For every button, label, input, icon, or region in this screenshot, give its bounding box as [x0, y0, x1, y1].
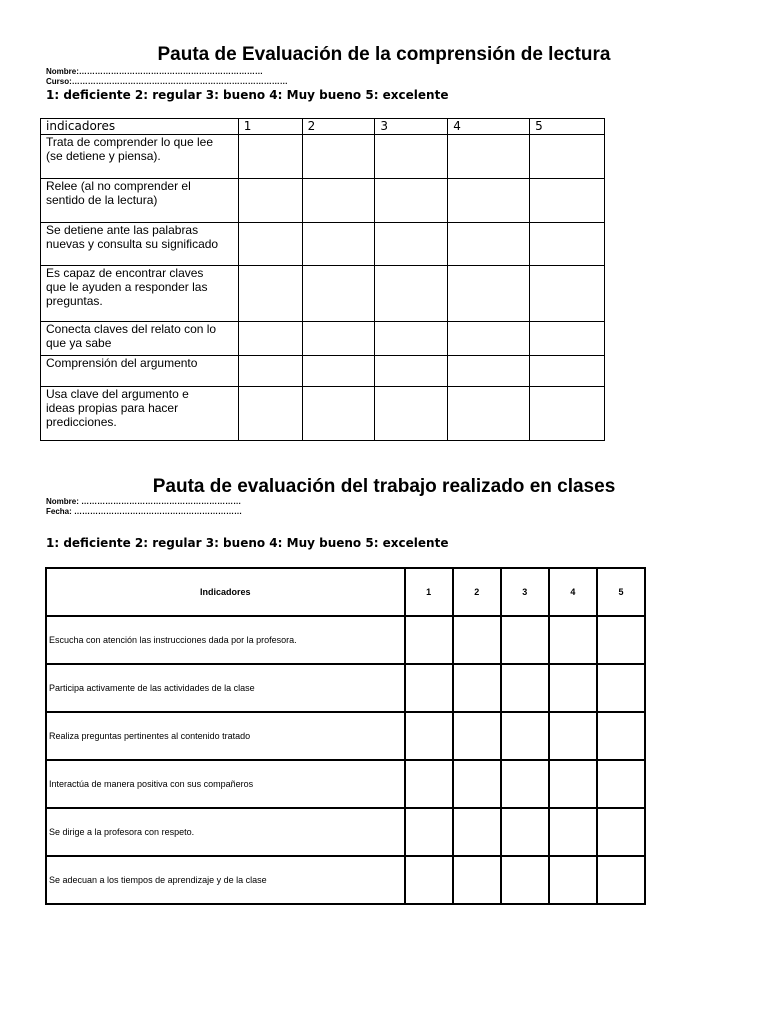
score-cell-2[interactable]	[453, 616, 501, 664]
score-cell-3[interactable]	[501, 712, 549, 760]
table-row	[41, 179, 605, 223]
score-cell-3[interactable]	[501, 616, 549, 664]
indicator-text-line: ideas propias para hacer	[46, 401, 179, 415]
score-cell-4[interactable]	[549, 712, 597, 760]
score-cell-5[interactable]	[597, 616, 645, 664]
score-cell-3[interactable]	[375, 223, 448, 266]
indicator-text-line: Se detiene ante las palabras	[46, 223, 199, 237]
indicator-cell	[41, 356, 239, 387]
indicator-cell	[41, 387, 239, 441]
indicator-text-line: predicciones.	[46, 415, 117, 429]
score-cell-5[interactable]	[530, 223, 605, 266]
score-cell-4[interactable]	[549, 808, 597, 856]
table-row	[41, 266, 605, 322]
score-cell-5[interactable]	[597, 856, 645, 904]
indicator-text-line: Relee (al no comprender el	[46, 179, 191, 193]
score-cell-2[interactable]	[302, 322, 375, 356]
score-cell-4[interactable]	[549, 664, 597, 712]
indicator-text-line: Usa clave del argumento e	[46, 387, 189, 401]
header-1: 1	[405, 568, 453, 616]
indicator-text-line: Trata de comprender lo que lee	[46, 135, 213, 149]
indicator-text-line: Es capaz de encontrar claves	[46, 266, 204, 280]
header-5: 5	[597, 568, 645, 616]
indicator-text-line: Comprensión del argumento	[46, 356, 198, 370]
score-cell-5[interactable]	[530, 179, 605, 223]
indicator-cell: Se dirige a la profesora con respeto.	[46, 808, 405, 856]
scale-legend-2: 1: deficiente 2: regular 3: bueno 4: Muy bueno 5: excelente	[46, 536, 449, 550]
score-cell-2[interactable]	[453, 808, 501, 856]
indicator-cell: Participa activamente de las actividades de la clase	[46, 664, 405, 712]
score-cell-1[interactable]	[238, 266, 302, 322]
scale-legend-1: 1: deficiente 2: regular 3: bueno 4: Muy bueno 5: excelente	[46, 88, 449, 102]
indicator-cell	[41, 322, 239, 356]
table-header-row	[41, 119, 605, 135]
score-cell-1[interactable]	[405, 664, 453, 712]
header-1: 1	[238, 119, 302, 135]
score-cell-3[interactable]	[375, 322, 448, 356]
score-cell-2[interactable]	[302, 356, 375, 387]
score-cell-1[interactable]	[238, 135, 302, 179]
score-cell-4[interactable]	[448, 135, 530, 179]
indicator-text-line: que ya sabe	[46, 336, 112, 350]
header-3: 3	[501, 568, 549, 616]
table-header-row	[46, 568, 645, 616]
table-row	[46, 856, 645, 904]
score-cell-1[interactable]	[238, 322, 302, 356]
header-indicadores: Indicadores	[46, 568, 405, 616]
score-cell-5[interactable]	[530, 322, 605, 356]
score-cell-2[interactable]	[453, 856, 501, 904]
score-cell-2[interactable]	[453, 760, 501, 808]
score-cell-1[interactable]	[238, 356, 302, 387]
indicator-cell	[41, 179, 239, 223]
score-cell-4[interactable]	[448, 322, 530, 356]
indicator-text-line: Conecta claves del relato con lo	[46, 322, 217, 336]
header-2: 2	[453, 568, 501, 616]
table-row	[41, 387, 605, 441]
score-cell-1[interactable]	[405, 616, 453, 664]
score-cell-4[interactable]	[549, 616, 597, 664]
class-work-evaluation-table	[45, 567, 646, 905]
score-cell-5[interactable]	[530, 356, 605, 387]
indicator-text-line: preguntas.	[46, 294, 103, 308]
score-cell-4[interactable]	[549, 760, 597, 808]
score-cell-1[interactable]	[405, 760, 453, 808]
indicator-cell	[41, 223, 239, 266]
nombre-line: Nombre:……………………………………………………………	[46, 67, 263, 76]
table-row	[46, 760, 645, 808]
indicator-text-line: que le ayuden a responder las	[46, 280, 208, 294]
score-cell-3[interactable]	[375, 266, 448, 322]
score-cell-1[interactable]	[405, 856, 453, 904]
header-2: 2	[302, 119, 375, 135]
score-cell-1[interactable]	[238, 387, 302, 441]
curso-line: Curso:………………………………………………………………………	[46, 77, 288, 86]
score-cell-2[interactable]	[302, 223, 375, 266]
score-cell-4[interactable]	[448, 266, 530, 322]
score-cell-5[interactable]	[597, 664, 645, 712]
score-cell-5[interactable]	[530, 387, 605, 441]
score-cell-5[interactable]	[530, 266, 605, 322]
score-cell-3[interactable]	[501, 808, 549, 856]
indicator-text-line: (se detiene y piensa).	[46, 149, 161, 163]
header-4: 4	[448, 119, 530, 135]
indicator-text-line: nuevas y consulta su significado	[46, 237, 219, 251]
indicator-text-line: sentido de la lectura)	[46, 193, 158, 207]
table-row	[46, 808, 645, 856]
header-4: 4	[549, 568, 597, 616]
score-cell-1[interactable]	[238, 179, 302, 223]
score-cell-4[interactable]	[448, 387, 530, 441]
score-cell-3[interactable]	[375, 387, 448, 441]
indicator-cell: Escucha con atención las instrucciones dada por la profesora.	[46, 616, 405, 664]
score-cell-5[interactable]	[597, 712, 645, 760]
table-row	[41, 356, 605, 387]
score-cell-3[interactable]	[375, 356, 448, 387]
fecha-line: Fecha: ………………………………………………………	[46, 507, 243, 516]
score-cell-2[interactable]	[302, 179, 375, 223]
section1-title: Pauta de Evaluación de la comprensión de lectura	[157, 44, 611, 65]
section2-title: Pauta de evaluación del trabajo realizado en clases	[152, 476, 616, 497]
score-cell-1[interactable]	[238, 223, 302, 266]
score-cell-4[interactable]	[549, 856, 597, 904]
score-cell-2[interactable]	[302, 387, 375, 441]
indicator-cell	[41, 266, 239, 322]
score-cell-4[interactable]	[448, 179, 530, 223]
table-row	[41, 135, 605, 179]
indicator-cell: Realiza preguntas pertinentes al contenido tratado	[46, 712, 405, 760]
header-5: 5	[530, 119, 605, 135]
score-cell-1[interactable]	[405, 808, 453, 856]
score-cell-3[interactable]	[501, 856, 549, 904]
score-cell-5[interactable]	[597, 808, 645, 856]
indicator-cell: Se adecuan a los tiempos de aprendizaje y de la clase	[46, 856, 405, 904]
table-row	[46, 712, 645, 760]
score-cell-2[interactable]	[453, 664, 501, 712]
score-cell-4[interactable]	[448, 356, 530, 387]
indicator-cell	[41, 135, 239, 179]
score-cell-3[interactable]	[375, 179, 448, 223]
table-row	[46, 664, 645, 712]
header-indicadores: indicadores	[41, 119, 239, 135]
reading-evaluation-table	[40, 118, 605, 441]
table-row	[41, 322, 605, 356]
score-cell-3[interactable]	[375, 135, 448, 179]
indicator-cell: Interactúa de manera positiva con sus compañeros	[46, 760, 405, 808]
score-cell-3[interactable]	[501, 664, 549, 712]
nombre-line-2: Nombre: ……………………………………………………	[46, 497, 242, 506]
score-cell-5[interactable]	[530, 135, 605, 179]
score-cell-2[interactable]	[453, 712, 501, 760]
score-cell-1[interactable]	[405, 712, 453, 760]
score-cell-2[interactable]	[302, 135, 375, 179]
table-row	[46, 616, 645, 664]
table-row	[41, 223, 605, 266]
score-cell-3[interactable]	[501, 760, 549, 808]
score-cell-4[interactable]	[448, 223, 530, 266]
score-cell-2[interactable]	[302, 266, 375, 322]
score-cell-5[interactable]	[597, 760, 645, 808]
header-3: 3	[375, 119, 448, 135]
